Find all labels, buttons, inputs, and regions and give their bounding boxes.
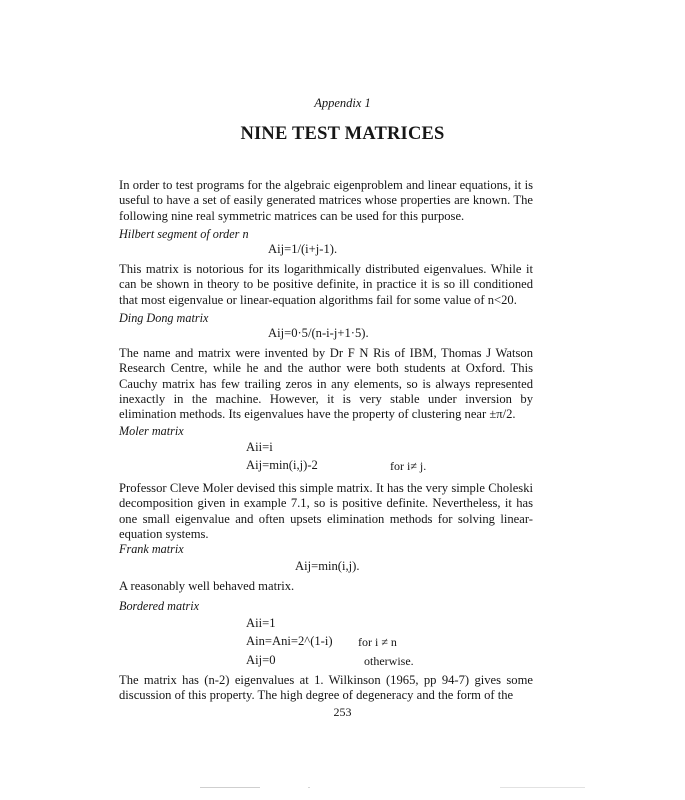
scan-artifact-left: [200, 787, 260, 788]
hilbert-paragraph: This matrix is notorious for its logarithmically distributed eigenvalues. While it can be shown in theory to be positive definite, in practice it is so ill conditioned that most eigenvalue or linear-equation algorithms fail for some value of n<20.: [119, 262, 533, 307]
ding-dong-heading: Ding Dong matrix: [119, 311, 209, 325]
frank-heading: Frank matrix: [119, 542, 184, 556]
frank-formula: Aij=min(i,j).: [295, 559, 360, 573]
page-number: 253: [333, 705, 352, 719]
bordered-formula-zero: Aij=0: [246, 653, 276, 667]
ding-dong-paragraph: The name and matrix were invented by Dr F N Ris of IBM, Thomas J Watson Research Centre, while he and the author were both students at Oxford. This Cauchy matrix has few trailing zeros in any elements, so is always represented inexactly in the machine. However, it is very stable under inversion by elimination methods. Its eigenvalues have the property of clustering near ±π/2.: [119, 346, 533, 422]
appendix-label: [0, 96, 685, 111]
bordered-heading: Bordered matrix: [119, 599, 199, 613]
bordered-formula-diagonal: Aii=1: [246, 616, 276, 630]
bordered-condition-otherwise: otherwise.: [364, 654, 414, 668]
hilbert-heading-text: Hilbert segment of order n: [119, 227, 249, 241]
moler-heading: Moler matrix: [119, 424, 184, 438]
moler-paragraph: Professor Cleve Moler devised this simple matrix. It has the very simple Choleski decomposition given in example 7.1, so is positive definite. Nevertheless, it has one small eigenvalue and often upsets elimination methods for solving linear-equation systems.: [119, 481, 533, 541]
ding-dong-formula: Aij=0·5/(n-i-j+1·5).: [268, 326, 369, 340]
bordered-formula-border: Ain=Ani=2^(1-i): [246, 634, 333, 648]
hilbert-formula: Aij=1/(i+j-1).: [268, 242, 338, 256]
appendix-label-text: Appendix 1: [314, 96, 371, 110]
moler-formula-diagonal: Aii=i: [246, 440, 273, 454]
scan-artifact-right: [500, 787, 585, 788]
chapter-title: NINE TEST MATRICES: [240, 124, 445, 144]
scan-artifact-dot: [308, 787, 310, 788]
moler-formula-offdiagonal: Aij=min(i,j)-2: [246, 458, 318, 472]
intro-paragraph: In order to test programs for the algebraic eigenproblem and linear equations, it is useful to have a set of easily generated matrices whose properties are known. The following nine real symmetric matrices can be used for this purpose.: [119, 178, 533, 223]
hilbert-heading: [119, 227, 249, 242]
bordered-paragraph: The matrix has (n-2) eigenvalues at 1. Wilkinson (1965, pp 94-7) gives some discussion of this property. The high degree of degeneracy and the form of the: [119, 673, 533, 703]
frank-paragraph: A reasonably well behaved matrix.: [119, 579, 295, 593]
moler-condition: for i≠ j.: [390, 459, 427, 473]
bordered-condition-border: for i ≠ n: [358, 635, 397, 649]
